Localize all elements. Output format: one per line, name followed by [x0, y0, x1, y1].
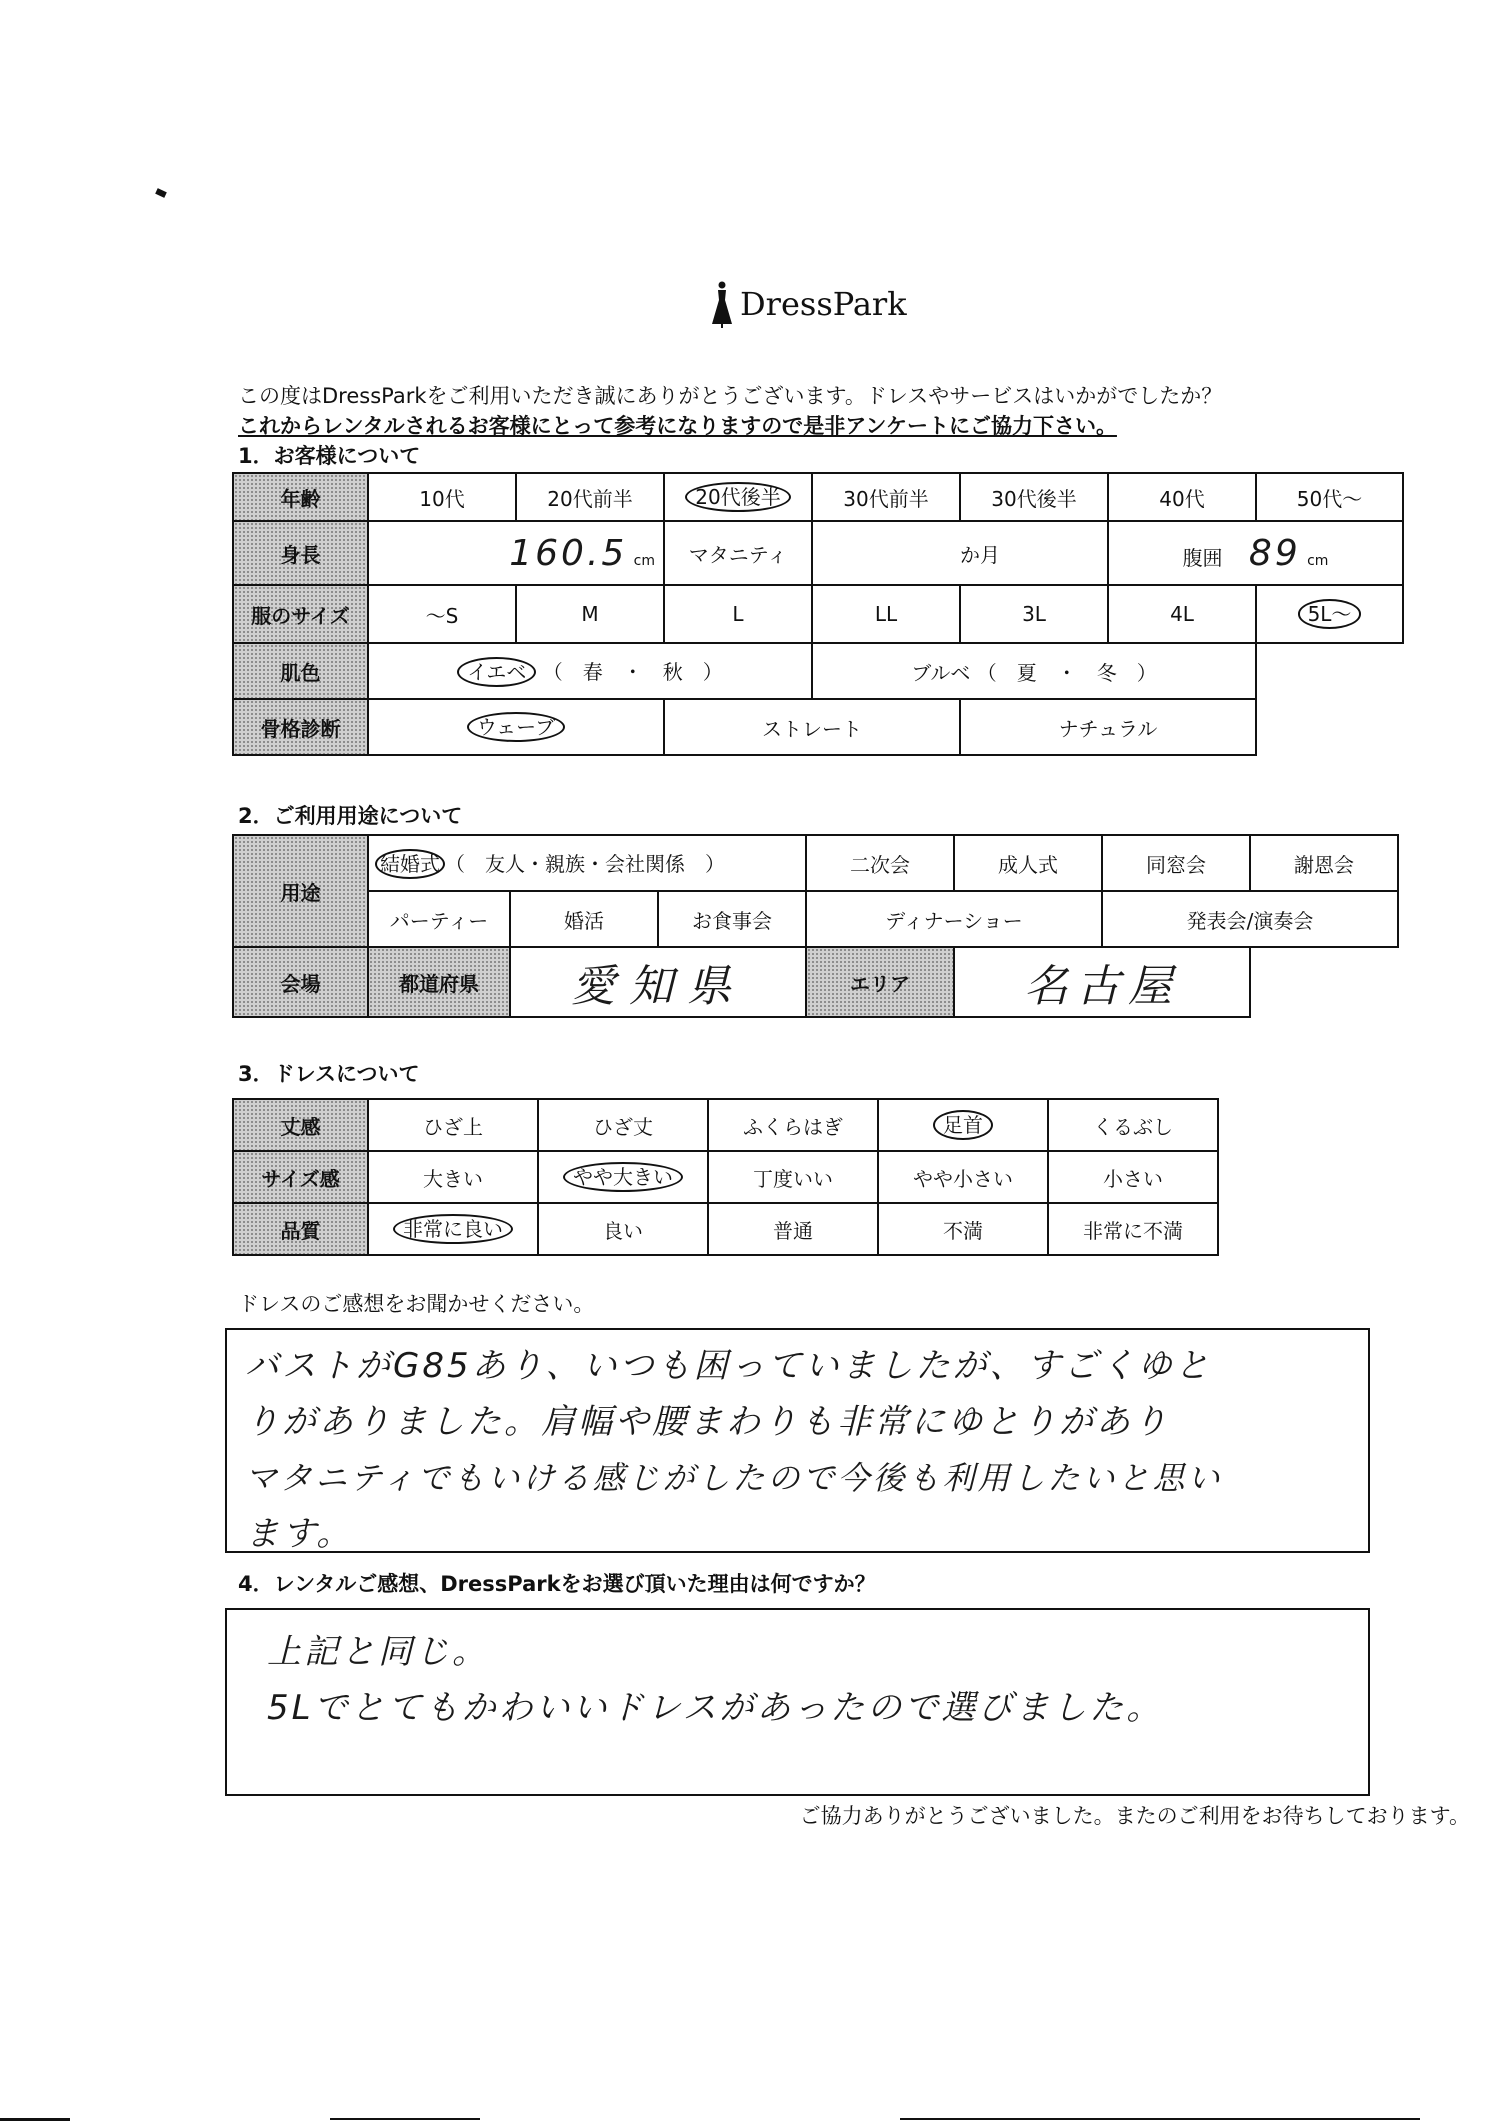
empty-cell	[1250, 947, 1398, 1017]
length-label: 丈感	[233, 1099, 368, 1151]
height-field[interactable]	[368, 521, 664, 585]
quality-option-normal[interactable]: 普通	[708, 1203, 878, 1255]
wedding-option[interactable]	[368, 835, 806, 891]
usage-table	[232, 834, 1399, 1018]
size-row	[233, 585, 1403, 643]
dress-table	[232, 1098, 1219, 1256]
usage-option-recital[interactable]: 発表会/演奏会	[1102, 891, 1398, 947]
size-option-s[interactable]: ～S	[368, 585, 516, 643]
selected-mark: 非常に良い	[393, 1214, 513, 1244]
size-option-4l[interactable]: 4L	[1108, 585, 1256, 643]
intro-line-1: この度はDressParkをご利用いただき誠にありがとうございます。ドレスやサービスはいかがでしたか？	[238, 384, 1223, 408]
quality-label: 品質	[233, 1203, 368, 1255]
selected-mark: ウェーブ	[467, 712, 565, 742]
length-row	[233, 1099, 1218, 1151]
length-option-malleolus[interactable]: くるぶし	[1048, 1099, 1218, 1151]
usage-option-reunion[interactable]: 同窓会	[1102, 835, 1250, 891]
wedding-sub: （ 友人・親族・会社関係 ）	[445, 851, 725, 876]
height-value: 160.5	[509, 532, 628, 574]
frame-option-wave[interactable]	[368, 699, 664, 755]
frame-row	[233, 699, 1403, 755]
age-row	[233, 473, 1403, 521]
size-option-5l[interactable]	[1256, 585, 1403, 643]
fit-option-just-right[interactable]: 丁度いい	[708, 1151, 878, 1203]
height-unit: cm	[633, 552, 655, 569]
age-option-40s[interactable]: 40代	[1108, 473, 1256, 521]
fit-option-slightly-large[interactable]	[538, 1151, 708, 1203]
comment-line: マタニティでもいける感じがしたので今後も利用したいと思い	[245, 1459, 1223, 1497]
venue-row	[233, 947, 1398, 1017]
area-label: エリア	[806, 947, 954, 1017]
section-4-title: 4．レンタルご感想、DressParkをお選び頂いた理由は何ですか？	[238, 1572, 876, 1596]
frame-option-straight[interactable]: ストレート	[664, 699, 960, 755]
size-option-3l[interactable]: 3L	[960, 585, 1108, 643]
frame-option-natural[interactable]: ナチュラル	[960, 699, 1256, 755]
length-option-knee[interactable]: ひざ丈	[538, 1099, 708, 1151]
quality-row	[233, 1203, 1218, 1255]
blue-base-option[interactable]	[812, 643, 1256, 699]
purpose-label: 用途	[233, 835, 368, 947]
fit-option-large[interactable]: 大きい	[368, 1151, 538, 1203]
answer-line: 5Lでとてもかわいいドレスがあったので選びました。	[267, 1688, 1164, 1728]
age-option-50s-plus[interactable]: 50代～	[1256, 473, 1403, 521]
age-option-late-30s[interactable]: 30代後半	[960, 473, 1108, 521]
waist-unit: cm	[1307, 552, 1329, 569]
fit-option-slightly-small[interactable]: やや小さい	[878, 1151, 1048, 1203]
maternity-label: マタニティ	[664, 521, 812, 585]
comment-line: りがありました。肩幅や腰まわりも非常にゆとりがあり	[245, 1402, 1170, 1442]
brand-name: DressPark	[740, 285, 907, 323]
scan-edge-mark	[330, 2118, 480, 2120]
size-option-l[interactable]: L	[664, 585, 812, 643]
blue-seasons: （ 夏 ・ 冬 ）	[976, 660, 1157, 685]
reason-answer-box[interactable]	[225, 1608, 1370, 1796]
brand-logo	[710, 280, 907, 328]
maternity-months-field[interactable]	[812, 521, 1108, 585]
blue-base-label: ブルベ	[911, 660, 971, 685]
usage-option-afterparty[interactable]: 二次会	[806, 835, 954, 891]
skin-row	[233, 643, 1403, 699]
age-option-early-20s[interactable]: 20代前半	[516, 473, 664, 521]
usage-option-thanks-party[interactable]: 謝恩会	[1250, 835, 1398, 891]
customer-table	[232, 472, 1404, 756]
age-option-10s[interactable]: 10代	[368, 473, 516, 521]
height-row	[233, 521, 1403, 585]
section-1-title: 1．お客様について	[238, 444, 421, 468]
waist-field[interactable]	[1108, 521, 1403, 585]
selected-mark: 20代後半	[685, 482, 790, 512]
area-field[interactable]	[954, 947, 1250, 1017]
age-option-late-20s[interactable]	[664, 473, 812, 521]
empty-cell	[1256, 643, 1403, 699]
quality-option-good[interactable]: 良い	[538, 1203, 708, 1255]
prefecture-field[interactable]	[510, 947, 806, 1017]
size-option-ll[interactable]: LL	[812, 585, 960, 643]
section-3-title: 3．ドレスについて	[238, 1062, 420, 1086]
selected-mark: 足首	[933, 1110, 993, 1140]
usage-option-party[interactable]: パーティー	[368, 891, 510, 947]
usage-option-dinner-show[interactable]: ディナーショー	[806, 891, 1102, 947]
selected-mark: 結婚式	[375, 849, 445, 879]
selected-mark: 5L～	[1298, 599, 1362, 629]
age-option-early-30s[interactable]: 30代前半	[812, 473, 960, 521]
prefecture-label: 都道府県	[368, 947, 510, 1017]
comment-line: バストがG85あり、いつも困っていましたが、すごくゆと	[245, 1346, 1212, 1386]
comment-prompt: ドレスのご感想をお聞かせください。	[238, 1292, 595, 1316]
usage-option-dinner[interactable]: お食事会	[658, 891, 806, 947]
waist-label: 腹囲	[1182, 545, 1223, 570]
frame-label: 骨格診断	[233, 699, 368, 755]
age-label: 年齢	[233, 473, 368, 521]
quality-option-very-good[interactable]	[368, 1203, 538, 1255]
yellow-seasons: （ 春 ・ 秋 ）	[542, 659, 723, 684]
venue-label: 会場	[233, 947, 368, 1017]
scan-edge-mark	[900, 2118, 1420, 2120]
scan-speck	[155, 188, 167, 198]
selected-mark: やや大きい	[563, 1162, 683, 1192]
dress-comment-box[interactable]	[225, 1328, 1370, 1553]
length-option-ankle[interactable]	[878, 1099, 1048, 1151]
scan-edge-mark	[0, 2118, 70, 2121]
section-2-title: 2．ご利用用途について	[238, 804, 463, 828]
quality-option-dissatisfied[interactable]: 不満	[878, 1203, 1048, 1255]
prefecture-value: 愛知県	[571, 961, 745, 1012]
closing-thanks: ご協力ありがとうございました。またのご利用をお待ちしております。	[799, 1804, 1470, 1828]
length-option-above-knee[interactable]: ひざ上	[368, 1099, 538, 1151]
skin-label: 肌色	[233, 643, 368, 699]
yellow-base-option[interactable]	[368, 643, 812, 699]
intro-line-2: これからレンタルされるお客様にとって参考になりますので是非アンケートにご協力下さい。	[238, 414, 1117, 438]
fit-label: サイズ感	[233, 1151, 368, 1203]
usage-option-coming-of-age[interactable]: 成人式	[954, 835, 1102, 891]
quality-option-very-dissatisfied[interactable]: 非常に不満	[1048, 1203, 1218, 1255]
empty-cell	[1256, 699, 1403, 755]
selected-mark: イエベ	[457, 657, 536, 687]
length-option-calf[interactable]: ふくらはぎ	[708, 1099, 878, 1151]
dress-icon	[710, 280, 734, 328]
waist-value: 89	[1248, 532, 1301, 574]
area-value: 名古屋	[1024, 961, 1181, 1012]
height-label: 身長	[233, 521, 368, 585]
usage-option-konkatsu[interactable]: 婚活	[510, 891, 658, 947]
fit-row	[233, 1151, 1218, 1203]
comment-line: ます。	[245, 1514, 354, 1554]
fit-option-small[interactable]: 小さい	[1048, 1151, 1218, 1203]
usage-row-1	[233, 835, 1398, 891]
answer-line: 上記と同じ。	[267, 1632, 489, 1672]
size-label: 服のサイズ	[233, 585, 368, 643]
size-option-m[interactable]: M	[516, 585, 664, 643]
months-unit: か月	[960, 542, 1000, 567]
usage-row-2	[233, 891, 1398, 947]
